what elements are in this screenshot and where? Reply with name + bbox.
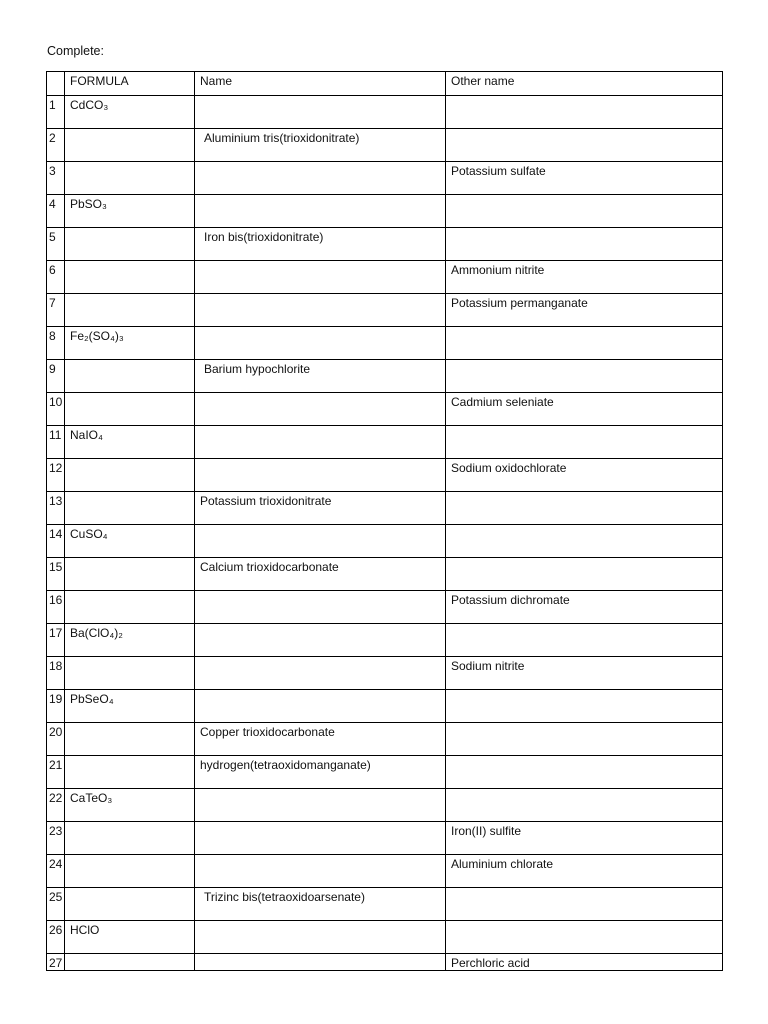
- formula-cell: [65, 723, 195, 756]
- formula-cell: [65, 855, 195, 888]
- formula-cell: [65, 756, 195, 789]
- table-row: [47, 558, 723, 591]
- name-cell: [195, 162, 446, 195]
- name-cell: [195, 690, 446, 723]
- formula-cell: [65, 459, 195, 492]
- table-row: [47, 921, 723, 954]
- row-number-cell: 15: [47, 558, 65, 591]
- formula-cell: Fe₂(SO₄)₃: [65, 327, 195, 360]
- other-name-cell: [446, 129, 723, 162]
- name-cell: Copper trioxidocarbonate: [195, 723, 446, 756]
- other-name-cell: [446, 756, 723, 789]
- table-row: [47, 822, 723, 855]
- name-cell: [195, 426, 446, 459]
- formula-cell: [65, 591, 195, 624]
- name-cell: Barium hypochlorite: [195, 360, 446, 393]
- other-name-cell: Potassium dichromate: [446, 591, 723, 624]
- other-name-cell: [446, 228, 723, 261]
- formula-cell: [65, 294, 195, 327]
- table-row: [47, 228, 723, 261]
- page-heading: Complete:: [47, 44, 104, 58]
- name-cell: [195, 921, 446, 954]
- row-number-cell: 22: [47, 789, 65, 822]
- other-name-cell: Sodium nitrite: [446, 657, 723, 690]
- table-row: [47, 195, 723, 228]
- formula-cell: [65, 888, 195, 921]
- column-header-formula: FORMULA: [65, 72, 195, 96]
- table-row: [47, 129, 723, 162]
- row-number-cell: 20: [47, 723, 65, 756]
- name-cell: hydrogen(tetraoxidomanganate): [195, 756, 446, 789]
- name-cell: [195, 624, 446, 657]
- row-number-cell: 6: [47, 261, 65, 294]
- row-number-cell: 1: [47, 96, 65, 129]
- table-row: [47, 855, 723, 888]
- table-row: [47, 426, 723, 459]
- name-cell: [195, 261, 446, 294]
- formula-cell: [65, 954, 195, 971]
- other-name-cell: Ammonium nitrite: [446, 261, 723, 294]
- row-number-cell: 12: [47, 459, 65, 492]
- other-name-cell: [446, 723, 723, 756]
- other-name-cell: Sodium oxidochlorate: [446, 459, 723, 492]
- formula-cell: [65, 360, 195, 393]
- table-row: [47, 789, 723, 822]
- formula-cell: PbSeO₄: [65, 690, 195, 723]
- row-number-cell: 16: [47, 591, 65, 624]
- name-cell: [195, 855, 446, 888]
- table-row: [47, 492, 723, 525]
- row-number-cell: 19: [47, 690, 65, 723]
- formula-cell: [65, 492, 195, 525]
- formula-cell: [65, 228, 195, 261]
- name-cell: [195, 954, 446, 971]
- row-number-cell: 23: [47, 822, 65, 855]
- column-header-other-name: Other name: [446, 72, 723, 96]
- name-cell: [195, 96, 446, 129]
- other-name-cell: [446, 327, 723, 360]
- name-cell: [195, 294, 446, 327]
- row-number-cell: 25: [47, 888, 65, 921]
- row-number-cell: 8: [47, 327, 65, 360]
- row-number-cell: 21: [47, 756, 65, 789]
- formula-cell: PbSO₃: [65, 195, 195, 228]
- name-cell: [195, 195, 446, 228]
- table-row: [47, 459, 723, 492]
- other-name-cell: [446, 96, 723, 129]
- row-number-cell: 2: [47, 129, 65, 162]
- formula-cell: [65, 129, 195, 162]
- name-cell: Aluminium tris(trioxidonitrate): [195, 129, 446, 162]
- table-row: [47, 690, 723, 723]
- compounds-table: [46, 71, 723, 971]
- formula-cell: [65, 393, 195, 426]
- formula-cell: [65, 261, 195, 294]
- row-number-cell: 3: [47, 162, 65, 195]
- row-number-cell: 13: [47, 492, 65, 525]
- other-name-cell: [446, 624, 723, 657]
- other-name-cell: [446, 921, 723, 954]
- table-row: [47, 888, 723, 921]
- other-name-cell: Perchloric acid: [446, 954, 723, 971]
- name-cell: Potassium trioxidonitrate: [195, 492, 446, 525]
- name-cell: [195, 393, 446, 426]
- other-name-cell: [446, 789, 723, 822]
- formula-cell: [65, 822, 195, 855]
- formula-cell: [65, 162, 195, 195]
- row-number-cell: 9: [47, 360, 65, 393]
- table-row: [47, 162, 723, 195]
- row-number-cell: 10: [47, 393, 65, 426]
- table-row: [47, 756, 723, 789]
- formula-cell: CdCO₃: [65, 96, 195, 129]
- row-number-cell: 7: [47, 294, 65, 327]
- table-row: [47, 954, 723, 971]
- row-number-cell: 17: [47, 624, 65, 657]
- table-row: [47, 723, 723, 756]
- row-number-cell: 18: [47, 657, 65, 690]
- table-row: [47, 96, 723, 129]
- row-number-cell: 27: [47, 954, 65, 971]
- table-row: [47, 591, 723, 624]
- table-row: [47, 261, 723, 294]
- table-row: [47, 657, 723, 690]
- row-number-cell: 11: [47, 426, 65, 459]
- table-row: [47, 525, 723, 558]
- formula-cell: CaTeO₃: [65, 789, 195, 822]
- name-cell: [195, 789, 446, 822]
- row-number-cell: 4: [47, 195, 65, 228]
- formula-cell: [65, 657, 195, 690]
- other-name-cell: Potassium sulfate: [446, 162, 723, 195]
- table-row: [47, 327, 723, 360]
- name-cell: [195, 822, 446, 855]
- other-name-cell: Aluminium chlorate: [446, 855, 723, 888]
- formula-cell: CuSO₄: [65, 525, 195, 558]
- other-name-cell: [446, 525, 723, 558]
- formula-cell: NaIO₄: [65, 426, 195, 459]
- table-header-row: [47, 72, 723, 96]
- other-name-cell: [446, 888, 723, 921]
- row-number-cell: 24: [47, 855, 65, 888]
- name-cell: Iron bis(trioxidonitrate): [195, 228, 446, 261]
- other-name-cell: [446, 360, 723, 393]
- table-row: [47, 360, 723, 393]
- other-name-cell: Iron(II) sulfite: [446, 822, 723, 855]
- table-row: [47, 624, 723, 657]
- row-number-cell: 26: [47, 921, 65, 954]
- other-name-cell: [446, 492, 723, 525]
- name-cell: [195, 459, 446, 492]
- name-cell: [195, 657, 446, 690]
- formula-cell: Ba(ClO₄)₂: [65, 624, 195, 657]
- column-header-number: [47, 72, 65, 96]
- formula-cell: [65, 558, 195, 591]
- name-cell: Calcium trioxidocarbonate: [195, 558, 446, 591]
- name-cell: Trizinc bis(tetraoxidoarsenate): [195, 888, 446, 921]
- name-cell: [195, 525, 446, 558]
- name-cell: [195, 327, 446, 360]
- other-name-cell: [446, 195, 723, 228]
- other-name-cell: [446, 426, 723, 459]
- table-row: [47, 393, 723, 426]
- other-name-cell: Potassium permanganate: [446, 294, 723, 327]
- row-number-cell: 5: [47, 228, 65, 261]
- formula-cell: HClO: [65, 921, 195, 954]
- row-number-cell: 14: [47, 525, 65, 558]
- other-name-cell: [446, 690, 723, 723]
- other-name-cell: Cadmium seleniate: [446, 393, 723, 426]
- other-name-cell: [446, 558, 723, 591]
- column-header-name: Name: [195, 72, 446, 96]
- table-row: [47, 294, 723, 327]
- name-cell: [195, 591, 446, 624]
